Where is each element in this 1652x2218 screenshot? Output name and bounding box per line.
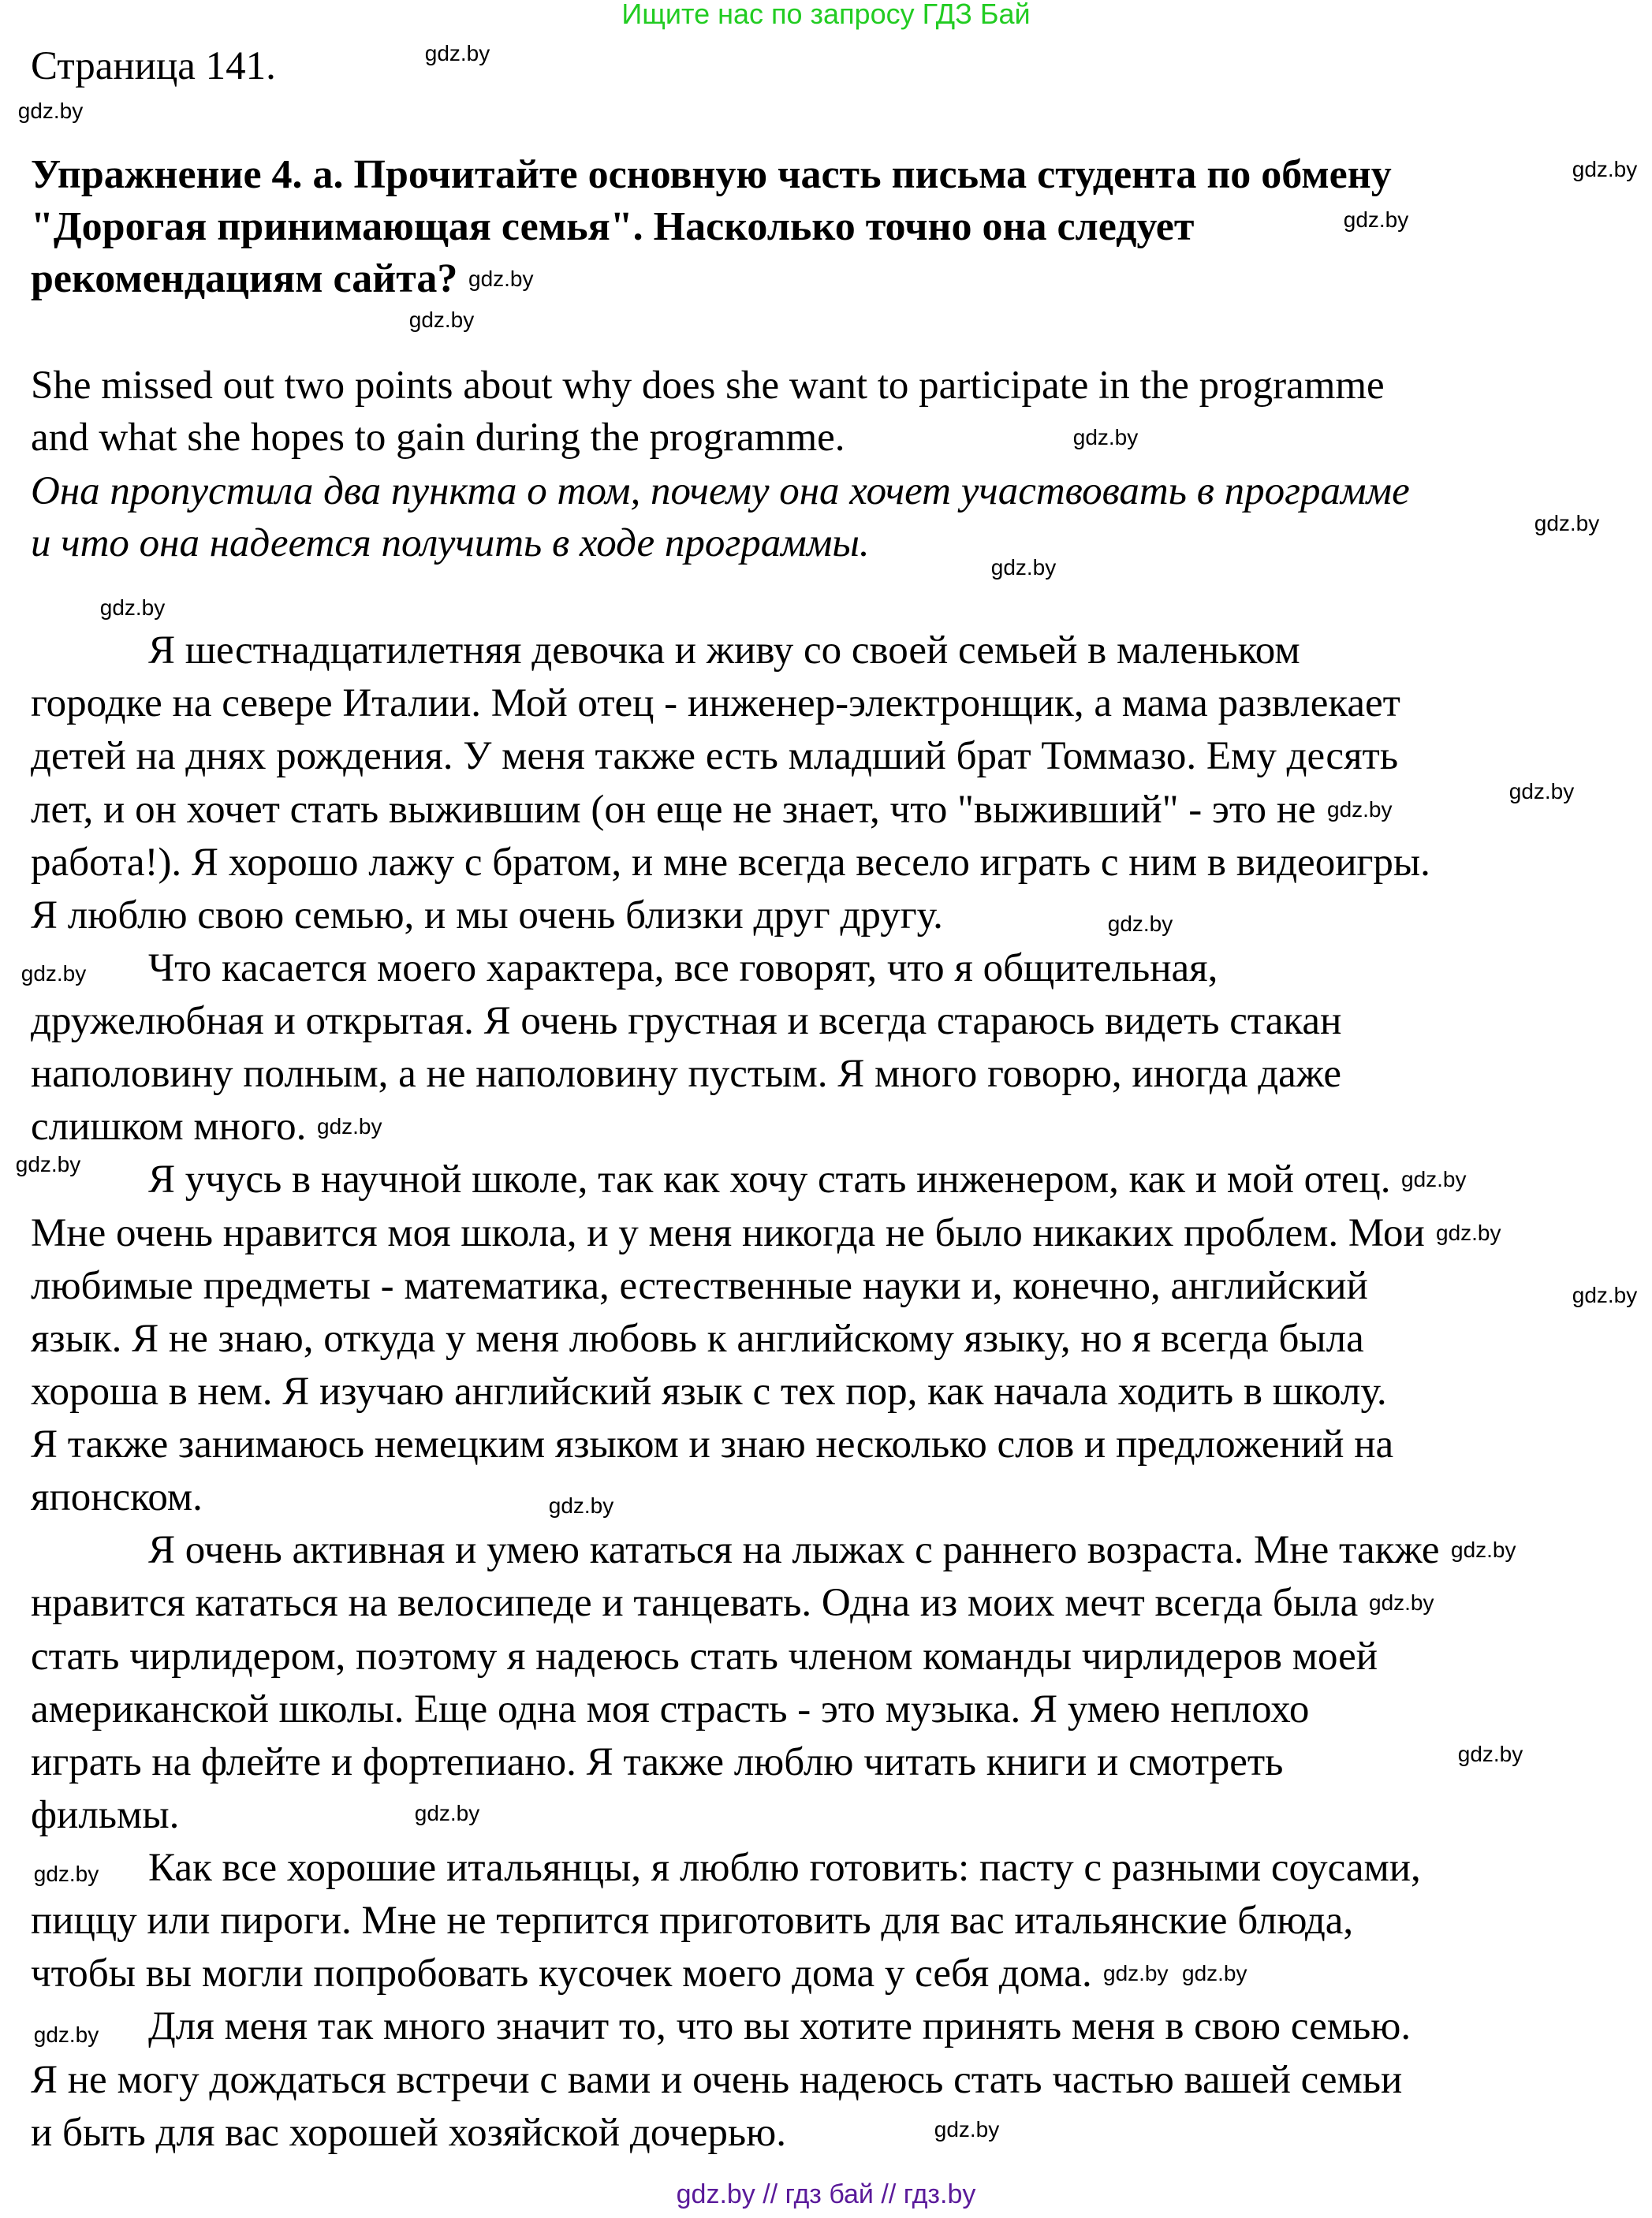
letter-line: Я шестнадцатилетняя девочка и живу со своей семьей в маленьком: [148, 628, 1300, 673]
letter-line: хороша в нем. Я изучаю английский язык с тех пор, как начала ходить в школу.: [31, 1370, 1387, 1414]
watermark: gdz.by: [468, 267, 534, 291]
watermark: gdz.by: [1369, 1590, 1434, 1615]
letter-line: Для меня так много значит то, что вы хотите принять меня в свою семью.: [148, 2004, 1411, 2048]
letter-line: любимые предметы - математика, естественные науки и, конечно, английский: [31, 1264, 1368, 1308]
watermark: gdz.by: [33, 1862, 99, 1886]
watermark: gdz.by: [1072, 425, 1139, 449]
exercise-heading-line: рекомендациям сайта?: [31, 256, 458, 301]
exercise-heading-line: Упражнение 4. а. Прочитайте основную часть письма студента по обмену: [31, 152, 1392, 197]
letter-line: фильмы.: [31, 1793, 180, 1837]
watermark: gdz.by: [317, 1114, 382, 1139]
letter-line: работа!). Я хорошо лажу с братом, и мне всегда весело играть с ним в видеоигры.: [31, 841, 1430, 885]
watermark: gdz.by: [1457, 1742, 1523, 1766]
watermark: gdz.by: [1534, 511, 1600, 535]
letter-line: лет, и он хочет стать выжившим (он еще не знает, что "выживший" - это не: [31, 788, 1316, 832]
watermark: gdz.by: [1436, 1221, 1501, 1245]
watermark: gdz.by: [408, 308, 475, 332]
watermark: gdz.by: [21, 961, 87, 986]
letter-line: детей на днях рождения. У меня также есть младший брат Томмазо. Ему десять: [31, 734, 1399, 778]
letter-line: слишком много.: [31, 1105, 307, 1149]
letter-line: стать чирлидером, поэтому я надеюсь стать членом команды чирлидеров моей: [31, 1635, 1378, 1679]
watermark: gdz.by: [548, 1493, 614, 1518]
watermark: gdz.by: [33, 2022, 99, 2047]
answer-russian-line: и что она надеется получить в ходе программы.: [31, 521, 870, 565]
watermark: gdz.by: [1182, 1961, 1247, 1985]
letter-line: японском.: [31, 1475, 203, 1519]
watermark: gdz.by: [1401, 1167, 1467, 1191]
answer-english-line: and what she hopes to gain during the programme.: [31, 416, 845, 460]
page-label: Страница 141.: [31, 44, 276, 88]
watermark: gdz.by: [1327, 797, 1393, 822]
watermark: gdz.by: [99, 595, 166, 620]
letter-line: Что касается моего характера, все говорят, что я общительная,: [148, 946, 1218, 990]
letter-line: и быть для вас хорошей хозяйской дочерью.: [31, 2111, 786, 2155]
letter-line: Как все хорошие итальянцы, я люблю готовить: пасту с разными соусами,: [148, 1846, 1421, 1890]
watermark: gdz.by: [990, 555, 1057, 580]
letter-line: наполовину полным, а не наполовину пустым. Я много говорю, иногда даже: [31, 1052, 1342, 1096]
letter-line: пиццу или пироги. Мне не терпится приготовить для вас итальянские блюда,: [31, 1899, 1354, 1943]
letter-line: городке на севере Италии. Мой отец - инженер-электронщик, а мама развлекает: [31, 681, 1400, 725]
letter-line: Я не могу дождаться встречи с вами и очень надеюсь стать частью вашей семьи: [31, 2058, 1403, 2102]
letter-line: дружелюбная и открытая. Я очень грустная и всегда стараюсь видеть стакан: [31, 999, 1342, 1043]
watermark: gdz.by: [934, 2117, 1000, 2142]
watermark: gdz.by: [414, 1801, 480, 1825]
letter-line: чтобы вы могли попробовать кусочек моего дома у себя дома.: [31, 1951, 1092, 1996]
exercise-heading-line: "Дорогая принимающая семья". Насколько точно она следует: [31, 204, 1195, 249]
answer-russian-line: Она пропустила два пункта о том, почему она хочет участвовать в программе: [31, 469, 1410, 513]
letter-line: Я учусь в научной школе, так как хочу стать инженером, как и мой отец.: [148, 1157, 1391, 1202]
letter-line: Я люблю свою семью, и мы очень близки друг другу.: [31, 893, 943, 938]
watermark: gdz.by: [1107, 911, 1173, 936]
letter-line: язык. Я не знаю, откуда у меня любовь к английскому языку, но я всегда была: [31, 1317, 1364, 1361]
watermark: gdz.by: [15, 1152, 81, 1176]
watermark: gdz.by: [1572, 1283, 1638, 1307]
letter-line: Я очень активная и умею кататься на лыжах с раннего возраста. Мне также: [148, 1528, 1440, 1572]
letter-line: Я также занимаюсь немецким языком и знаю несколько слов и предложений на: [31, 1422, 1394, 1467]
watermark: gdz.by: [1343, 207, 1409, 232]
letter-line: Мне очень нравится моя школа, и у меня никогда не было никаких проблем. Мои: [31, 1211, 1425, 1255]
watermark: gdz.by: [1103, 1961, 1169, 1985]
watermark: gdz.by: [17, 99, 84, 123]
watermark: gdz.by: [1508, 779, 1575, 803]
letter-line: нравится кататься на велосипеде и танцевать. Одна из моих мечт всегда была: [31, 1581, 1359, 1625]
watermark: gdz.by: [1451, 1538, 1516, 1562]
letter-line: американской школы. Еще одна моя страсть - это музыка. Я умею неплохо: [31, 1687, 1310, 1732]
watermark: gdz.by: [424, 41, 490, 65]
footer-links: gdz.by // гдз бай // гдз.by: [676, 2179, 976, 2209]
answer-english-line: She missed out two points about why does she want to participate in the programme: [31, 363, 1385, 408]
watermark: gdz.by: [1572, 157, 1638, 181]
header-banner: Ищите нас по запросу ГДЗ Бай: [621, 0, 1031, 30]
letter-line: играть на флейте и фортепиано. Я также люблю читать книги и смотреть: [31, 1740, 1284, 1784]
